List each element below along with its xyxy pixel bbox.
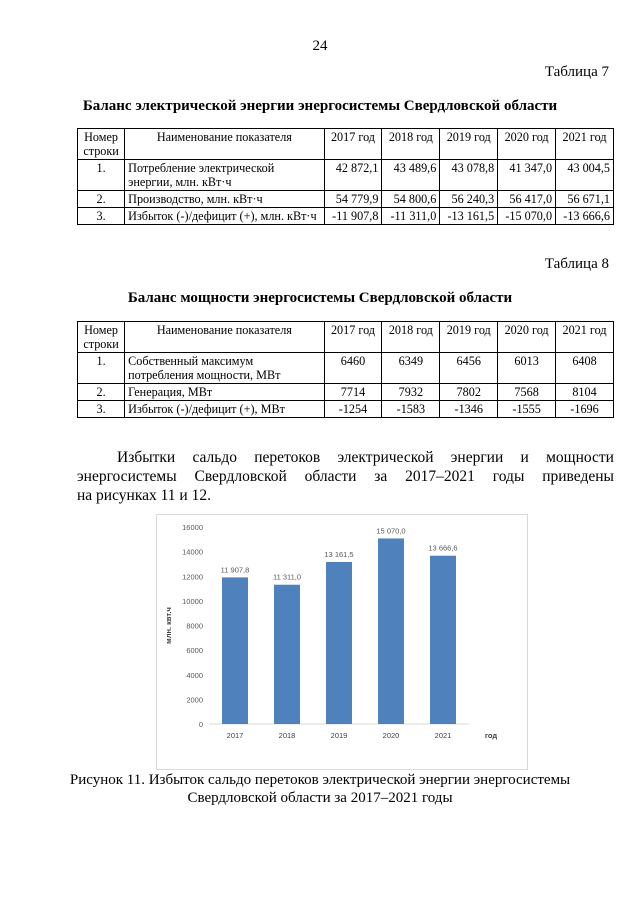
page-number: 24 (312, 38, 328, 54)
y-tick-label: 12000 (182, 572, 203, 582)
header-cell: 2020 год (498, 322, 556, 353)
cell-value: -13 666,6 (556, 208, 614, 225)
y-tick-label: 6000 (186, 646, 203, 656)
cell-value: 56 240,3 (440, 191, 498, 208)
bar (274, 585, 300, 724)
y-tick-label: 4000 (186, 670, 203, 680)
figure-caption (0, 771, 640, 807)
cell-value: 6456 (440, 353, 498, 384)
data-label: 11 311,0 (272, 572, 302, 582)
cell-value: 7802 (440, 384, 498, 401)
cell-value: 56 417,0 (498, 191, 556, 208)
x-tick-label: 2019 (330, 731, 348, 740)
header-cell: 2021 год (556, 129, 614, 160)
paragraph-word: мощности (546, 449, 614, 466)
paragraph-line (77, 467, 614, 486)
figure-11-chart (156, 514, 528, 770)
paragraph-word: перетоков (254, 449, 321, 466)
paragraph-word: за (374, 468, 388, 485)
cell-value: -1254 (324, 401, 382, 418)
row-name: Производство, млн. кВт·ч (125, 191, 324, 208)
data-label: 13 161,5 (324, 549, 354, 559)
y-tick-label: 2000 (186, 695, 203, 705)
header-cell: Номер строки (78, 129, 125, 160)
paragraph-word: приведены (542, 468, 614, 485)
header-cell: Наименование показателя (125, 129, 324, 160)
row-number: 1. (78, 160, 125, 191)
bar (430, 556, 456, 724)
table-8 (77, 321, 614, 418)
caption-line: Рисунок 11. Избыток сальдо перетоков электрической энергии энергосистемы (69, 772, 571, 788)
row-name: Генерация, МВт (125, 384, 324, 401)
table-row (78, 384, 614, 401)
cell-value: 6460 (324, 353, 382, 384)
row-name: Потребление электрической энергии, млн. кВт·ч (125, 160, 324, 191)
cell-value: -11 311,0 (382, 208, 440, 225)
cell-value: 6408 (556, 353, 614, 384)
x-tick-label: 2020 (382, 731, 400, 740)
cell-value: -1696 (556, 401, 614, 418)
data-label: 15 070,0 (376, 526, 406, 536)
bar (378, 538, 404, 724)
body-paragraph (77, 448, 614, 505)
row-number: 2. (78, 384, 125, 401)
row-number: 2. (78, 191, 125, 208)
x-tick-label: 2021 (434, 731, 452, 740)
paragraph-line (77, 448, 614, 467)
paragraph-word: и (520, 449, 529, 466)
bar (326, 562, 352, 724)
data-label: 11 907,8 (220, 565, 250, 575)
paragraph-word: области (304, 468, 357, 485)
data-label: 13 666,6 (428, 543, 458, 553)
x-tick-label: 2017 (226, 731, 244, 740)
cell-value: -1555 (498, 401, 556, 418)
cell-value: 43 004,5 (556, 160, 614, 191)
bar-chart (157, 515, 527, 769)
header-cell: Наименование показателя (125, 322, 324, 353)
header-cell: 2021 год (556, 322, 614, 353)
row-number: 1. (78, 353, 125, 384)
bar (222, 577, 248, 724)
header-cell: 2017 год (324, 322, 382, 353)
paragraph-line-last: на рисунках 11 и 12. (77, 487, 211, 504)
cell-value: 6349 (382, 353, 440, 384)
cell-value: 43 489,6 (382, 160, 440, 191)
cell-value: 7568 (498, 384, 556, 401)
cell-value: 6013 (498, 353, 556, 384)
paragraph-word: энергии (450, 449, 504, 466)
y-tick-label: 14000 (182, 547, 203, 557)
row-number: 3. (78, 208, 125, 225)
cell-value: 54 779,9 (324, 191, 382, 208)
row-number: 3. (78, 401, 125, 418)
header-cell: 2018 год (382, 129, 440, 160)
header-cell: 2018 год (382, 322, 440, 353)
row-name: Собственный максимум потребления мощности, МВт (125, 353, 324, 384)
cell-value: -1583 (382, 401, 440, 418)
header-cell: Номер строки (78, 322, 125, 353)
table-8-label: Таблица 8 (544, 256, 609, 272)
cell-value: 54 800,6 (382, 191, 440, 208)
paragraph-word: сальдо (192, 449, 237, 466)
header-cell: 2020 год (498, 129, 556, 160)
table-7 (77, 128, 614, 225)
x-tick-label: 2018 (278, 731, 296, 740)
header-cell: 2019 год (440, 129, 498, 160)
table-7-header-row (78, 129, 614, 160)
table-row (78, 401, 614, 418)
y-tick-label: 8000 (186, 621, 203, 631)
caption-line: Свердловской области за 2017–2021 годы (187, 790, 453, 806)
row-name: Избыток (-)/дефицит (+), МВт (125, 401, 324, 418)
cell-value: 8104 (556, 384, 614, 401)
cell-value: 56 671,1 (556, 191, 614, 208)
y-tick-label: 10000 (182, 596, 203, 606)
y-tick-label: 16000 (182, 523, 203, 532)
table-7-title: Баланс электрической энергии энергосистемы Свердловской области (82, 98, 558, 114)
header-cell: 2019 год (440, 322, 498, 353)
cell-value: -13 161,5 (440, 208, 498, 225)
table-row (78, 353, 614, 384)
header-cell: 2017 год (324, 129, 382, 160)
paragraph-word: годы (492, 468, 525, 485)
cell-value: 41 347,0 (498, 160, 556, 191)
table-row (78, 191, 614, 208)
paragraph-word: 2017–2021 (405, 468, 475, 485)
cell-value: 43 078,8 (440, 160, 498, 191)
table-8-header-row (78, 322, 614, 353)
table-7-label: Таблица 7 (544, 64, 609, 80)
y-tick-label: 0 (198, 720, 203, 729)
table-row (78, 208, 614, 225)
cell-value: 7714 (324, 384, 382, 401)
paragraph-word: Избытки (117, 449, 176, 466)
cell-value: -11 907,8 (324, 208, 382, 225)
cell-value: 7932 (382, 384, 440, 401)
cell-value: -15 070,0 (498, 208, 556, 225)
row-name: Избыток (-)/дефицит (+), млн. кВт·ч (125, 208, 324, 225)
paragraph-word: электрической (337, 449, 434, 466)
paragraph-word: энергосистемы (77, 468, 177, 485)
y-axis-title: млн. квт.ч (164, 607, 173, 644)
table-8-title: Баланс мощности энергосистемы Свердловской области (127, 290, 513, 306)
paragraph-word: Свердловской (194, 468, 287, 485)
cell-value: -1346 (440, 401, 498, 418)
x-axis-title: год (484, 731, 498, 740)
cell-value: 42 872,1 (324, 160, 382, 191)
table-row (78, 160, 614, 191)
